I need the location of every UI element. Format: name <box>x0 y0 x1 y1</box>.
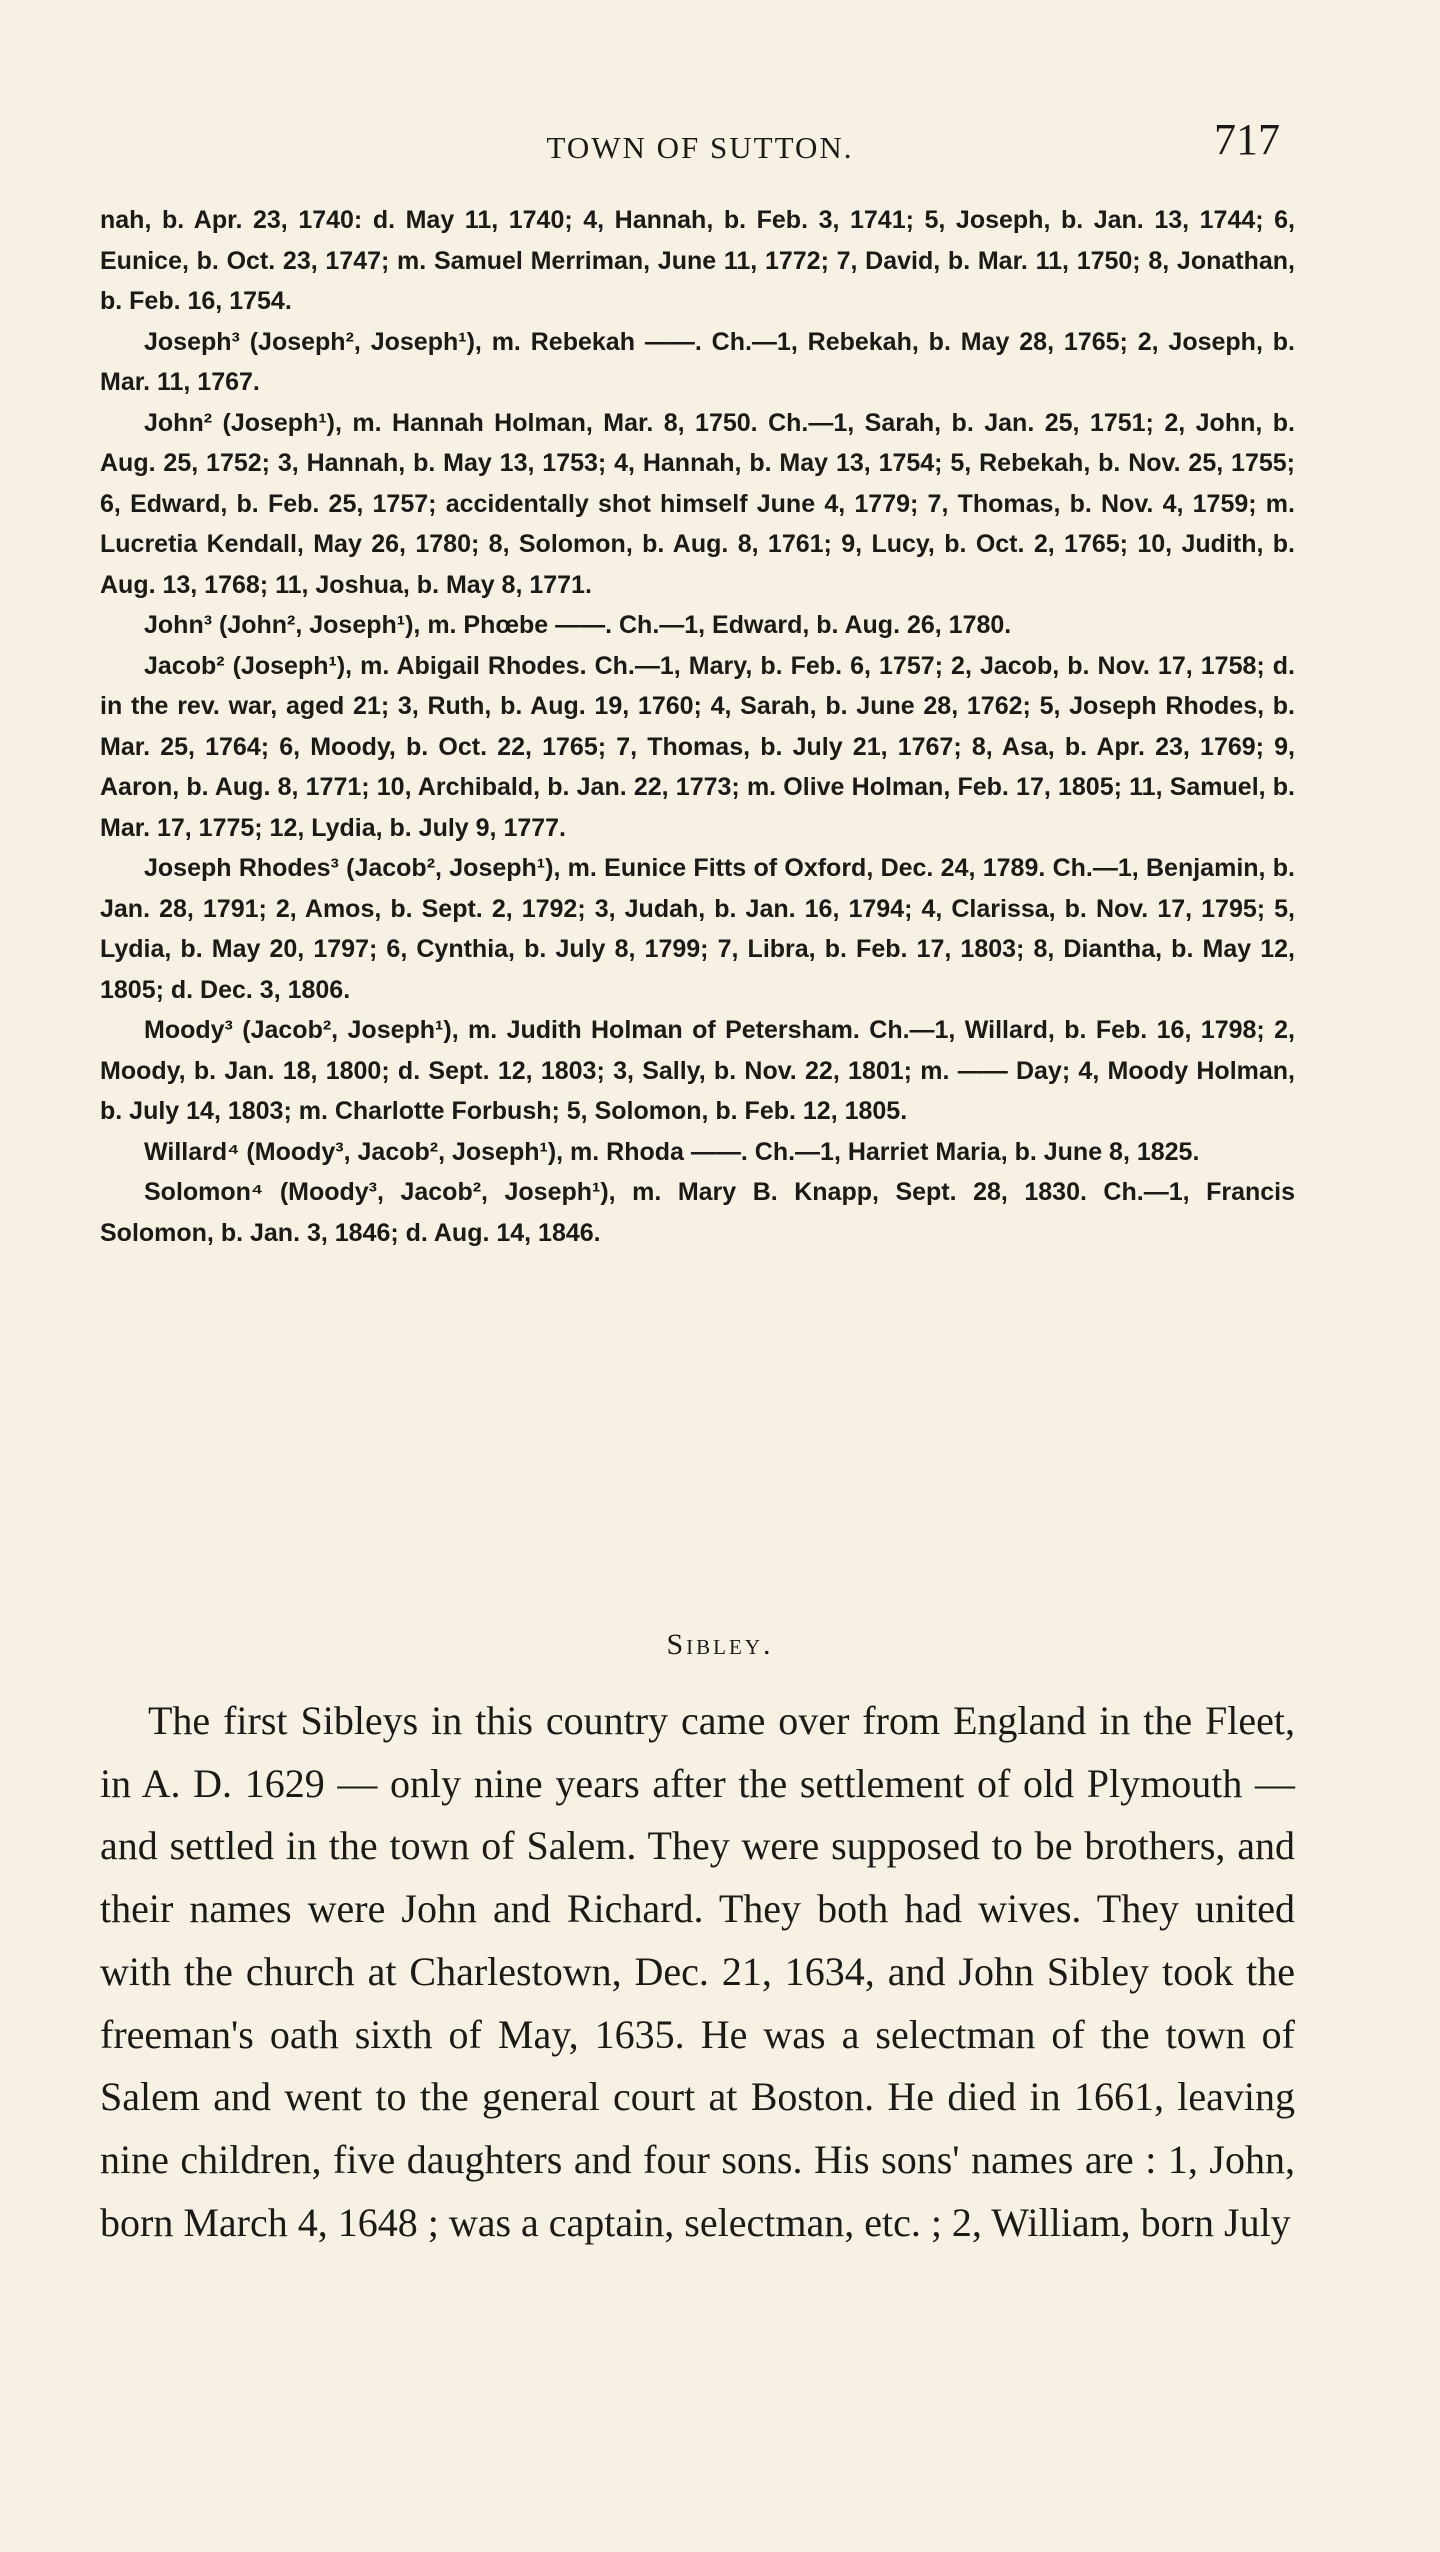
page-number: 717 <box>1214 115 1280 164</box>
running-head <box>100 112 1300 172</box>
narrative-paragraph: The first Sibleys in this country came over from England in the Fleet, in A. D. 1629 — only nine years after the settlement of old Plymouth — and settled in the town of Salem. They were supposed to be brothers, and their names were John and Richard. They both had wives. They united with the church at Charlestown, Dec. 21, 1634, and John Sibley took the freeman's oath sixth of May, 1635. He was a selectman of the town of Salem and went to the general court at Boston. He died in 1661, leaving nine children, five daughters and four sons. His sons' names are : 1, John, born March 4, 1648 ; was a captain, selectman, etc. ; 2, William, born July <box>100 1698 1295 2245</box>
record-entry: nah, b. Apr. 23, 1740: d. May 11, 1740; 4, Hannah, b. Feb. 3, 1741; 5, Joseph, b. Jan. 13, 1744; 6, Eunice, b. Oct. 23, 1747; m. Samuel Merriman, June 11, 1772; 7, David, b. Mar. 11, 1750; 8, Jonathan, b. Feb. 16, 1754. <box>100 206 1295 315</box>
record-entry: John² (Joseph¹), m. Hannah Holman, Mar. 8, 1750. Ch.—1, Sarah, b. Jan. 25, 1751; 2, John, b. Aug. 25, 1752; 3, Hannah, b. May 13, 1753; 4, Hannah, b. May 13, 1754; 5, Rebekah, b. Nov. 25, 1755; 6, Edward, b. Feb. 25, 1757; accidentally shot himself June 4, 1779; 7, Thomas, b. Nov. 4, 1759; m. Lucretia Kendall, May 26, 1780; 8, Solomon, b. Aug. 8, 1761; 9, Lucy, b. Oct. 2, 1765; 10, Judith, b. Aug. 13, 1768; 11, Joshua, b. May 8, 1771. <box>100 408 1295 599</box>
record-entry: Willard⁴ (Moody³, Jacob², Joseph¹), m. Rhoda ——. Ch.—1, Harriet Maria, b. June 8, 1825. <box>144 1137 1200 1166</box>
running-title: TOWN OF SUTTON. <box>546 130 854 165</box>
genealogy-records <box>100 200 1295 1253</box>
section-heading: Sibley. <box>666 1628 774 1661</box>
record-entry: Moody³ (Jacob², Joseph¹), m. Judith Holman of Petersham. Ch.—1, Willard, b. Feb. 16, 1798; 2, Moody, b. Jan. 18, 1800; d. Sept. 12, 1803; 3, Sally, b. Nov. 22, 1801; m. —— Day; 4, Moody Holman, b. July 14, 1803; m. Charlotte Forbush; 5, Solomon, b. Feb. 12, 1805. <box>100 1016 1295 1125</box>
record-entry: Joseph³ (Joseph², Joseph¹), m. Rebekah ——. Ch.—1, Rebekah, b. May 28, 1765; 2, Joseph, b. Mar. 11, 1767. <box>100 327 1295 396</box>
record-entry: John³ (John², Joseph¹), m. Phœbe ——. Ch.—1, Edward, b. Aug. 26, 1780. <box>144 611 1012 639</box>
narrative-body <box>100 1690 1295 2254</box>
record-entry: Jacob² (Joseph¹), m. Abigail Rhodes. Ch.—1, Mary, b. Feb. 6, 1757; 2, Jacob, b. Nov. 17, 1758; d. in the rev. war, aged 21; 3, Ruth, b. Aug. 19, 1760; 4, Sarah, b. June 28, 1762; 5, Joseph Rhodes, b. Mar. 25, 1764; 6, Moody, b. Oct. 22, 1765; 7, Thomas, b. July 21, 1767; 8, Asa, b. Apr. 23, 1769; 9, Aaron, b. Aug. 8, 1771; 10, Archibald, b. Jan. 22, 1773; m. Olive Holman, Feb. 17, 1805; 11, Samuel, b. Mar. 17, 1775; 12, Lydia, b. July 9, 1777. <box>100 651 1295 842</box>
record-entry: Joseph Rhodes³ (Jacob², Joseph¹), m. Eunice Fitts of Oxford, Dec. 24, 1789. Ch.—1, Benjamin, b. Jan. 28, 1791; 2, Amos, b. Sept. 2, 1792; 3, Judah, b. Jan. 16, 1794; 4, Clarissa, b. Nov. 17, 1795; 5, Lydia, b. May 20, 1797; 6, Cynthia, b. July 8, 1799; 7, Libra, b. Feb. 17, 1803; 8, Diantha, b. May 12, 1805; d. Dec. 3, 1806. <box>100 854 1295 1004</box>
record-entry: Solomon⁴ (Moody³, Jacob², Joseph¹), m. Mary B. Knapp, Sept. 28, 1830. Ch.—1, Francis Solomon, b. Jan. 3, 1846; d. Aug. 14, 1846. <box>100 1178 1295 1247</box>
